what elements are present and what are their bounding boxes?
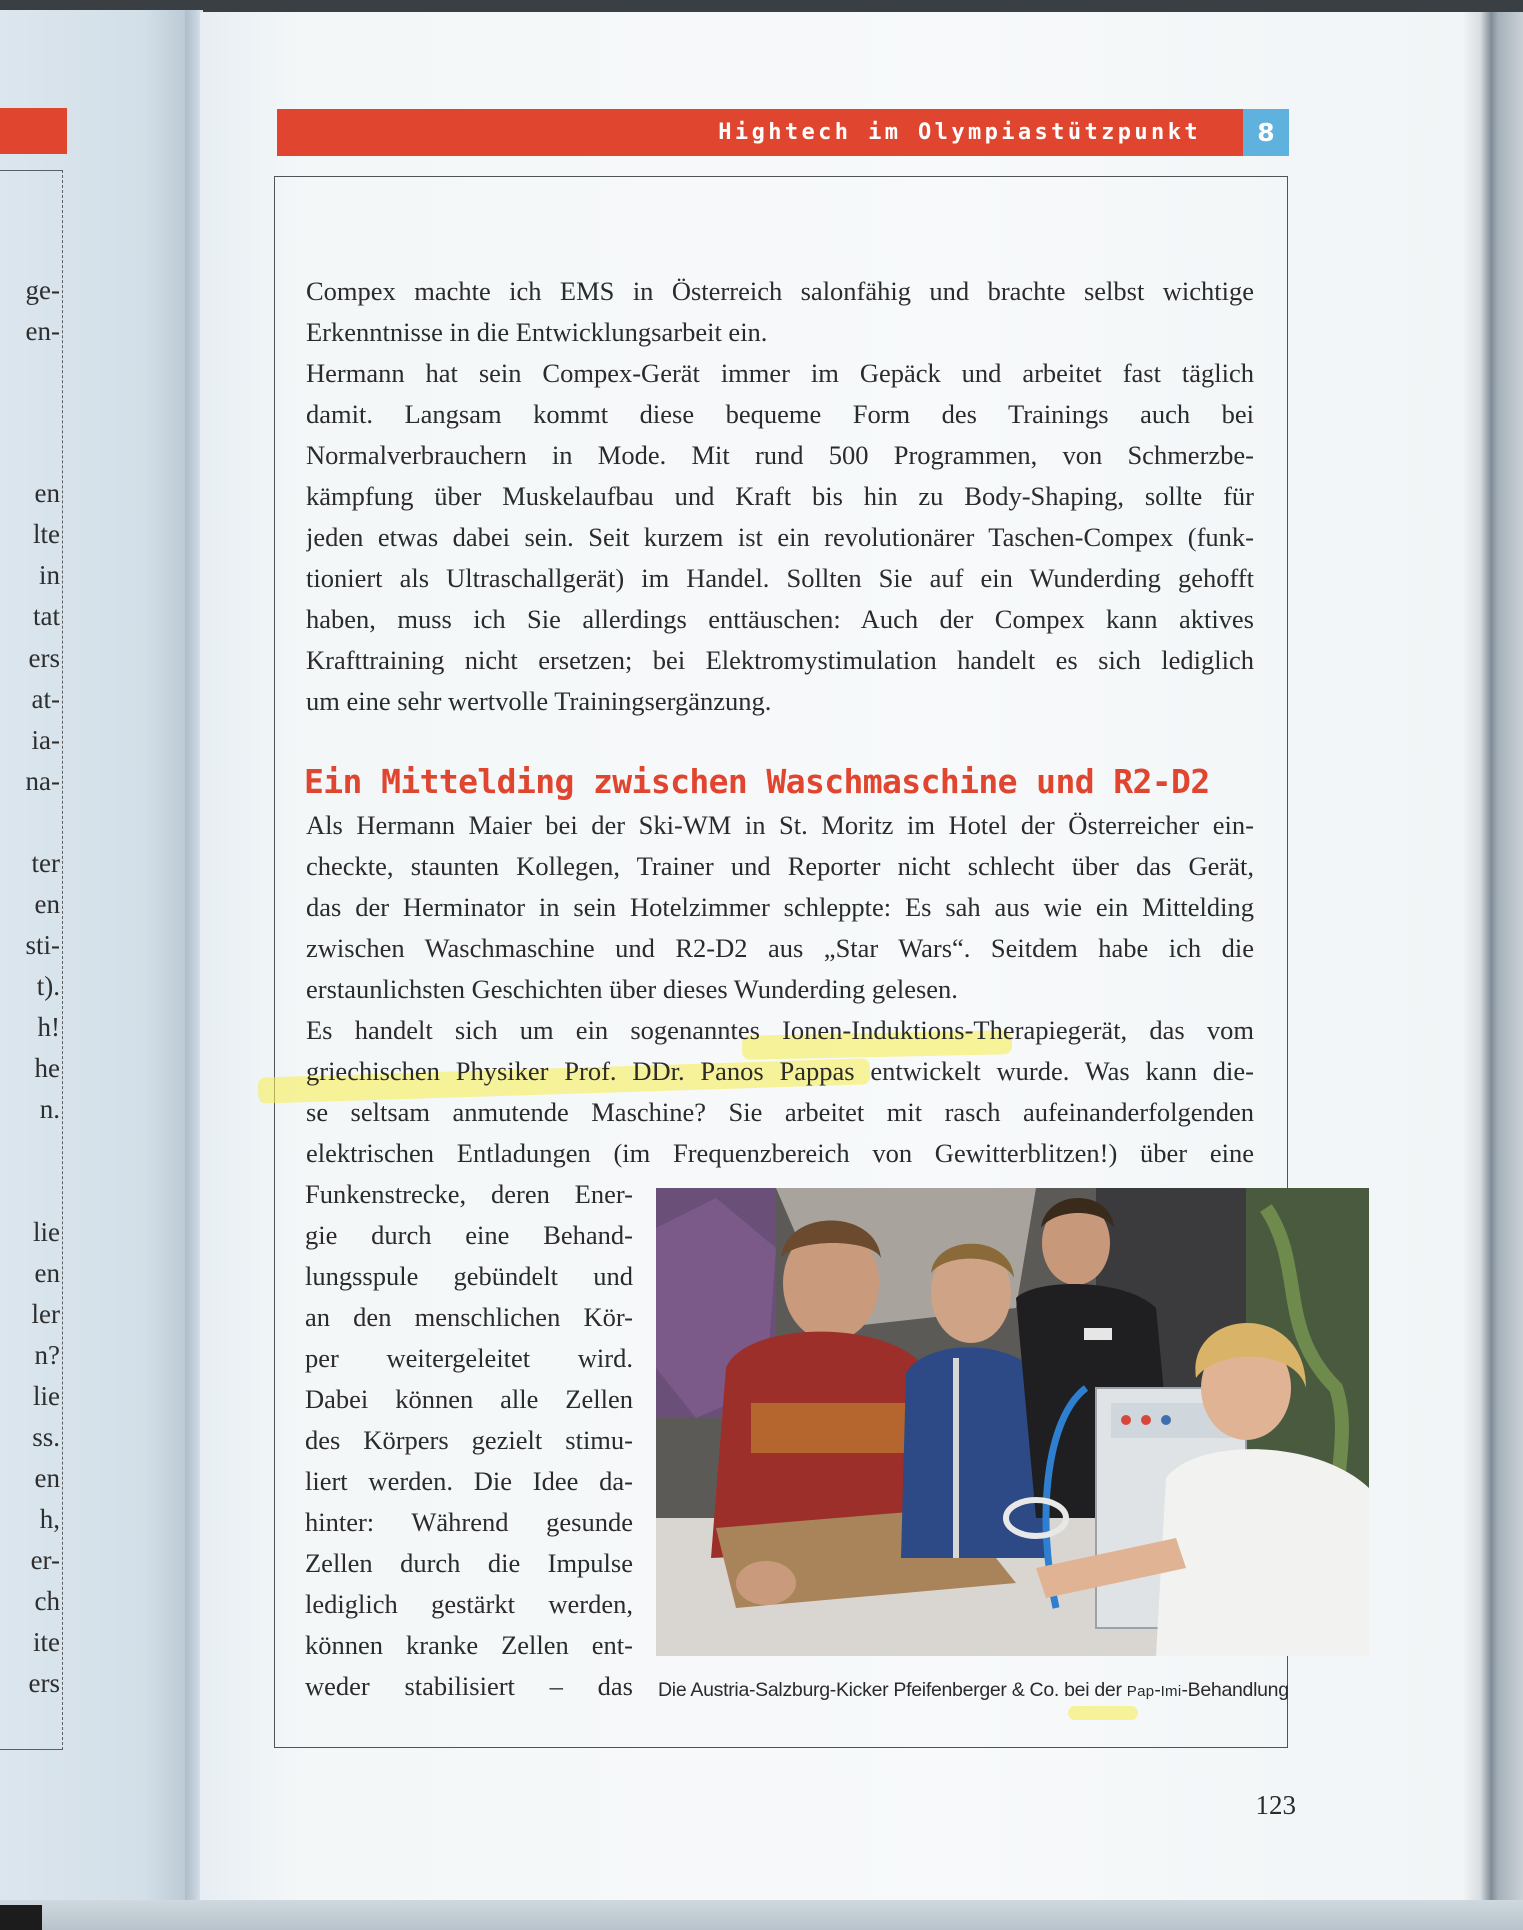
text-line: hinter: Während gesunde xyxy=(305,1507,633,1537)
left-fragment: at- xyxy=(31,684,60,714)
running-header-title: Hightech im Olympiastützpunkt xyxy=(718,120,1201,145)
scan-bottom-strip xyxy=(0,1900,1523,1930)
text-line: per weitergeleitet wird. xyxy=(305,1343,633,1373)
left-fragment: ler xyxy=(31,1299,60,1329)
text-line: Hermann hat sein Compex-Gerät immer im Gepäck und arbeitet fast täglich xyxy=(306,358,1254,388)
text-line: elektrischen Entladungen (im Frequenzbereich von Gewitterblitzen!) über eine xyxy=(306,1138,1254,1168)
paragraph-3 xyxy=(306,805,1254,1010)
text-line: können kranke Zellen ent- xyxy=(305,1630,633,1660)
text-line: Funkenstrecke, deren Ener- xyxy=(305,1179,633,1209)
paragraph-4 xyxy=(306,1010,1254,1174)
text-line: Compex machte ich EMS in Österreich salonfähig und brachte selbst wichtige xyxy=(306,276,1254,306)
left-fragment: tat xyxy=(33,601,60,631)
left-fragment: t). xyxy=(36,971,60,1001)
text-line: um eine sehr wertvolle Trainingsergänzung. xyxy=(306,686,772,716)
left-fragment: ers xyxy=(28,643,60,673)
text-line: Dabei können alle Zellen xyxy=(305,1384,633,1414)
text-line: Es handelt sich um ein sogenanntes Ionen-Induktions-Therapiegerät, das vom xyxy=(306,1015,1254,1045)
left-fragment: en xyxy=(34,1258,60,1288)
left-fragment: he xyxy=(34,1053,60,1083)
paragraph-1 xyxy=(306,271,1254,353)
left-fragment: en xyxy=(34,889,60,919)
left-fragment: en- xyxy=(25,316,60,346)
text-line: weder stabilisiert – das xyxy=(305,1671,633,1701)
text-line: lungsspule gebündelt und xyxy=(305,1261,633,1291)
text-line: Krafttraining nicht ersetzen; bei Elektromystimulation handelt es sich lediglich xyxy=(306,645,1254,675)
text-line: das der Herminator in sein Hotelzimmer schleppte: Es sah aus wie ein Mittelding xyxy=(306,892,1254,922)
text-line: Normalverbrauchern in Mode. Mit rund 500 Programmen, von Schmerzbe- xyxy=(306,440,1254,470)
left-fragment: lie xyxy=(33,1217,60,1247)
section-heading: Ein Mittelding zwischen Waschmaschine und R2-D2 xyxy=(304,762,1210,801)
text-line: liert werden. Die Idee da- xyxy=(305,1466,633,1496)
left-fragment: ia- xyxy=(31,725,60,755)
text-line: se seltsam anmutende Maschine? Sie arbeitet mit rasch aufeinanderfolgenden xyxy=(306,1097,1254,1127)
text-line: erstaunlichsten Geschichten über dieses Wunderding gelesen. xyxy=(306,974,958,1004)
left-fragment: in xyxy=(38,560,60,590)
caption-text: Die Austria-Salzburg-Kicker Pfeifenberger & Co. bei der xyxy=(658,1679,1127,1701)
photo-caption xyxy=(658,1672,1289,1708)
book-top-edge xyxy=(0,0,1523,12)
left-fragment: sti- xyxy=(25,930,60,960)
left-fragment: lte xyxy=(33,519,60,549)
text-line: jeden etwas dabei sein. Seit kurzem ist ein revolutionärer Taschen-Compex (funk- xyxy=(306,522,1254,552)
paragraph-2 xyxy=(306,353,1254,722)
left-page-text-fragments xyxy=(0,0,60,1930)
chapter-number-badge: 8 xyxy=(1243,109,1289,156)
caption-text-end: -Behandlung xyxy=(1181,1679,1289,1701)
left-fragment: n? xyxy=(34,1340,60,1370)
text-line: kämpfung über Muskelaufbau und Kraft bis hin zu Body-Shaping, sollte für xyxy=(306,481,1254,511)
left-fragment: ss. xyxy=(32,1422,60,1452)
narrow-text-column xyxy=(305,1174,633,1707)
text-line: Als Hermann Maier bei der Ski-WM in St. Moritz im Hotel der Österreicher ein- xyxy=(306,810,1254,840)
text-line: damit. Langsam kommt diese bequeme Form des Trainings auch bei xyxy=(306,399,1254,429)
left-fragment: n. xyxy=(39,1094,60,1124)
caption-hyphen: - xyxy=(1154,1679,1161,1701)
left-fragment: lie xyxy=(33,1381,60,1411)
page-number: 123 xyxy=(1255,1790,1296,1820)
treatment-photo xyxy=(656,1188,1369,1656)
left-fragment: h, xyxy=(39,1504,60,1534)
highlight-caption-papimi xyxy=(1068,1706,1138,1720)
text-line: checkte, staunten Kollegen, Trainer und Reporter nicht schlecht über das Gerät, xyxy=(306,851,1254,881)
text-line: griechischen Physiker Prof. DDr. Panos Pappas entwickelt wurde. Was kann die- xyxy=(306,1056,1254,1086)
left-fragment: er- xyxy=(30,1545,60,1575)
left-fragment: ter xyxy=(31,848,60,878)
text-line: Zellen durch die Impulse xyxy=(305,1548,633,1578)
text-line: gie durch eine Behand- xyxy=(305,1220,633,1250)
left-fragment: ers xyxy=(28,1668,60,1698)
left-fragment: en xyxy=(34,478,60,508)
text-line: an den menschlichen Kör- xyxy=(305,1302,633,1332)
text-line: lediglich gestärkt werden, xyxy=(305,1589,633,1619)
page-edge xyxy=(1462,12,1523,1930)
caption-small-caps: Pap xyxy=(1126,1683,1155,1700)
left-fragment: na- xyxy=(25,766,60,796)
text-line: haben, muss ich Sie allerdings enttäuschen: Auch der Compex kann aktives xyxy=(306,604,1254,634)
left-fragment: en xyxy=(34,1463,60,1493)
left-fragment: ge- xyxy=(25,275,60,305)
text-line: Erkenntnisse in die Entwicklungsarbeit ein. xyxy=(306,317,768,347)
caption-small-caps: Imi xyxy=(1160,1683,1182,1700)
left-fragment: h! xyxy=(37,1012,60,1042)
running-header-bar xyxy=(277,109,1289,156)
text-line: zwischen Waschmaschine und R2-D2 aus „Star Wars“. Seitdem habe ich die xyxy=(306,933,1254,963)
left-fragment: ch xyxy=(34,1586,60,1616)
treatment-photo-illustration xyxy=(656,1188,1369,1656)
left-fragment: ite xyxy=(33,1627,60,1657)
text-line: tioniert als Ultraschallgerät) im Handel. Sollten Sie auf ein Wunderding gehofft xyxy=(306,563,1254,593)
text-line: des Körpers gezielt stimu- xyxy=(305,1425,633,1455)
